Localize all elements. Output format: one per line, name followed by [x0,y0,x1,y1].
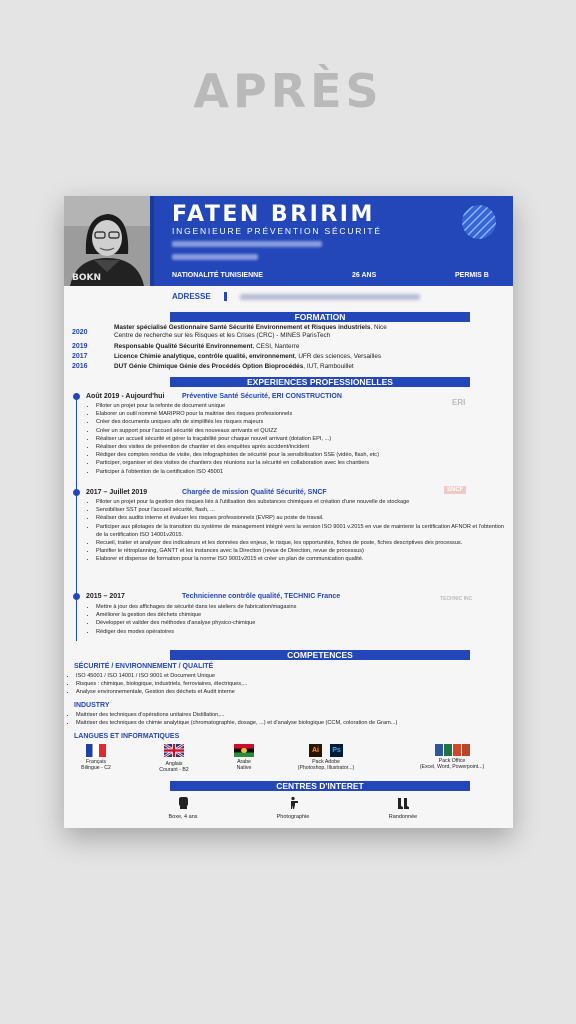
illustrator-icon: Ai [309,744,322,757]
company-logo: SNCF [444,486,466,494]
timeline-dot [73,489,80,496]
job-bullets: • Mettre à jour des affichages de sécurité dans les ateliers de fabrication/magasins • Améliorer la gestion des déchets chimique • Développer et valider des méthodes d'analyse physico-chimique • Rédiger des modes opératoires [84,603,508,636]
formation-year: 2020 [72,329,88,336]
language-french: Français Bilingue - C2 [74,744,118,771]
company-logo: TECHNIC INC [440,596,473,602]
formation-year: 2019 [72,343,88,350]
software-adobe: Ai Ps Pack Adobe (Photoshop, Illustrator...) [296,744,356,771]
software-office: Pack Office (Excel, Word, Powerpoint...) [414,744,490,770]
hiking-boots-icon [396,796,410,810]
age: 26 ANS [352,272,377,279]
formation-text: Licence Chimie analytique, contrôle qualité, environnement, UFR des sciences, Versailles [114,353,382,360]
hobby-photography: Photographie [268,796,318,820]
formation-year: 2017 [72,353,88,360]
job-bullets: • Piloter un projet pour la refonte de document unique • Elaborer un outil nommé MARIPRO pour la maitrise des risques professionnels • Créer des documents uniques afin de simplifiés les risques majeurs • Créer un support pour l'accueil sécurité des nouveaux arrivants et QUIZZ • Réaliser un accueil sécurité et gérer la traçabilité pour chaque nouvel arrivant (dotation EPI, ...) • Réaliser des visites de prévention de chantier et des enquêtes après accident/incident • Rédiger des comptes rendus de visite, des infographistes de sécurité pour la sensibilisation SSE (vidéo, flash, etc) • Participer, organiser et des visites de chantiers des réunions sur la sécurité en collaboration avec les chantiers • Participer à l'obtention de la certification ISO 45001 [84,402,508,476]
blurred-phone [172,254,258,260]
section-experiences: EXPERIENCES PROFESSIONELLES [170,377,470,387]
photoshop-icon: Ps [330,744,343,757]
timeline-line [76,394,77,641]
language-arabic: Arabe Native [224,744,264,771]
candidate-name: FATEN BRIRIM [172,202,375,227]
job-period: Août 2019 - Aujourd'hui [86,393,165,400]
languages-title: LANGUES ET INFORMATIQUES [74,733,180,740]
company-logo: ERI [452,398,466,407]
skills-industry-title: INDUSTRY [74,702,110,709]
formation-item [72,324,502,342]
french-flag-icon [86,744,106,757]
profile-photo [64,196,150,286]
arabic-flag-icon [234,744,254,757]
section-competences: COMPETENCES [170,650,470,660]
office-icons [414,744,490,756]
blurred-email [172,241,322,247]
boxing-glove-icon [176,796,190,810]
header-banner [150,196,513,286]
nationality: NATIONALITÉ TUNISIENNE [172,272,263,279]
uk-flag-icon [164,744,184,757]
blurred-address [240,294,420,300]
formation-year: 2016 [72,363,88,370]
job-title: Technicienne contrôle qualité, TECHNIC France [182,593,341,600]
skills-industry-list: • Maitriser des techniques d'opérations unitaires Distillation,... • Maitriser des techniques de chimie analytique (chromatographie, dosage, ...) et d'analyse biologique (CCM, coloration de Gram...) [64,711,488,727]
banner-accent-bar [150,196,154,286]
job-title: Chargée de mission Qualité Sécurité, SNCF [182,489,327,496]
job-bullets: • Piloter un projet pour la gestion des risques liés à l'utilisation des substances chimiques et création d'une nouvelle de stockage • Sensibiliser SST pour l'accueil sécurité, flash, ... • Réaliser des audits interne et évaluer les risques professionnels (EVRP) au poste de travail. • Participer aux pilotages de la transition du système de management intégré vers la version ISO 9001 v.2015 en vue de maintenir la certification AFNOR et l'obtention de la certification ISO 14001v2015. • Recueil, traiter et analyser des indicateurs et les données des enjeux, le risque, les opportunités, fiches de poste, fiches descriptives des processus. • Planifier le rétroplanning, GANTT et les instances avec la Direction (revue de Direction, revue de processus) • Elaborer et dispense de formation pour la norme ISO 9001v2015 et créer un plan de communication qualité. [84,498,508,564]
job-period: 2017 – Juillet 2019 [86,489,148,496]
hobby-hiking: Randonnée [378,796,428,820]
page-heading: APRÈS [193,64,383,118]
address-label: ADRESSE [172,292,211,301]
address-divider [224,292,227,301]
job-period: 2015 – 2017 [86,593,125,600]
formation-text: Master spécialisé Gestionnaire Santé Sécurité Environnement et Risques industriels, Nice Centre de recherche sur les Risques et les Crises (CRC) - MINES ParisTech [114,324,387,340]
section-formation: FORMATION [170,312,470,322]
language-english: Anglais Courant - B2 [152,744,196,774]
skills-qse-title: SÉCURITÉ / ENVIRONNEMENT / QUALITÉ [74,663,214,670]
job-title: INGENIEURE PRÉVENTION SÉCURITÉ [172,226,382,236]
job-title: Préventive Santé Sécurité, ERI CONSTRUCTION [182,393,342,400]
decorative-circle-icon [461,204,497,240]
photographer-icon [286,796,300,810]
cv-document [64,196,513,828]
formation-text: DUT Génie Chimique Génie des Procédés Option Bioprocédés, IUT, Rambouillet [114,363,354,370]
driving-license: PERMIS B [455,272,489,279]
section-interests: CENTRES D'INTERET [170,781,470,791]
skills-qse-list: • ISO 45001 / ISO 14001 / ISO 9001 et Document Unique • Risques : chimique, biologique, industriels, ferroviaires, électriques,... • Analyse environnementale, Gestion des déchets et Audit interne [64,672,488,697]
formation-text: Responsable Qualité Sécurité Environnement, CESI, Nanterre [114,343,300,350]
timeline-dot [73,593,80,600]
hobby-boxing: Boxe, 4 ans [158,796,208,820]
timeline-dot [73,393,80,400]
photo-shirt-text: BOKN [72,273,102,283]
